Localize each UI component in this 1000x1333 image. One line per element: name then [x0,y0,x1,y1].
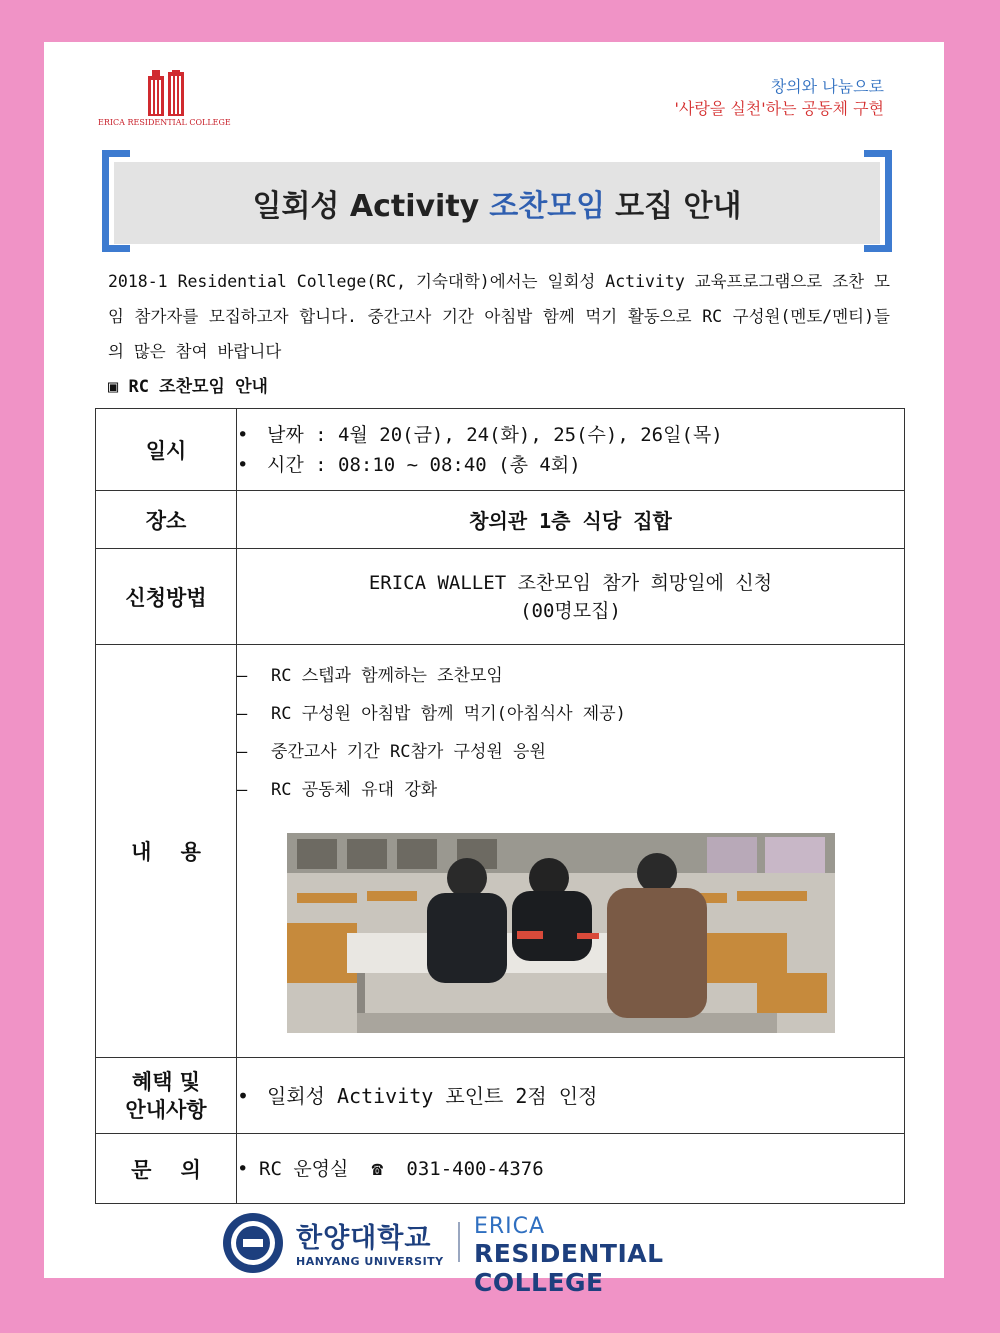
content-value [237,645,905,1058]
phone-icon: ☎ [371,1157,384,1180]
apply-line-1: ERICA WALLET 조찬모임 참가 희망일에 신청 [368,571,773,594]
building-logo-icon [98,70,238,118]
date-line: 날짜 : 4월 20(금), 24(화), 25(수), 26일(목) [267,423,723,446]
bullet-icon: • [237,453,249,476]
footer-logos [222,1212,782,1297]
hanyang-wordmark [296,1216,444,1268]
list-item: – RC 구성원 아침밥 함께 먹기(아침식사 제공) [237,704,626,724]
list-item: – RC 스텝과 함께하는 조찬모임 [237,666,503,686]
place-label: 장소 [96,491,237,549]
footer-divider [458,1222,460,1262]
bullet-icon: • [237,423,249,446]
hanyang-seal-icon [222,1212,284,1274]
info-table [95,408,905,1204]
logo-caption: ERICA RESIDENTIAL COLLEGE [98,118,231,127]
table-row-schedule [96,409,905,491]
apply-value [237,549,905,645]
list-item: – 중간고사 기간 RC참가 구성원 응원 [237,742,546,762]
hanyang-en: HANYANG UNIVERSITY [296,1255,444,1268]
table-row-place [96,491,905,549]
erica-wordmark: ERICA [474,1214,546,1239]
time-line: 시간 : 08:10 ~ 08:40 (총 4회) [267,453,581,476]
list-item: – RC 공동체 유대 강화 [237,780,438,800]
apply-label: 신청방법 [96,549,237,645]
contact-label: 문 의 [96,1134,237,1204]
apply-line-2: (00명모집) [520,599,621,622]
table-row-content [96,645,905,1058]
page-title [114,162,880,244]
table-row-apply [96,549,905,645]
benefit-label: 혜택 및 안내사항 [96,1058,237,1134]
contact-value [237,1134,905,1204]
content-label: 내 용 [96,645,237,1058]
slogan [674,76,884,120]
slogan-line-1: 창의와 나눔으로 [770,77,884,96]
title-highlight: 조찬모임 [489,189,606,224]
content-list [237,645,904,809]
slogan-line-2: '사랑을 실천'하는 공동체 구현 [674,99,884,118]
erica-rc-logo [98,70,238,130]
intro-paragraph: 2018-1 Residential College(RC, 기숙대학)에서는 일회성 Activity 교육프로그램으로 조찬 모임 참가자를 모집하고자 합니다. 중간고사 기간 아침밥 함께 먹기 활동으로 RC 구성원(멘토/멘티)들의 많은 참여 바랍니다 [108,272,890,361]
bullet-icon: • [237,1157,249,1180]
erica-rc-wordmark [474,1214,782,1297]
contact-office: RC 운영실 [259,1157,349,1180]
title-part-2: 모집 안내 [615,189,742,224]
bullet-icon: • [237,1083,250,1108]
contact-phone: 031-400-4376 [406,1157,544,1180]
place-value: 창의관 1층 식당 집합 [237,491,905,549]
schedule-label: 일시 [96,409,237,491]
title-part-1: 일회성 Activity [252,189,480,224]
table-row-benefit [96,1058,905,1134]
benefit-value: • 일회성 Activity 포인트 2점 인정 [237,1058,905,1134]
schedule-value [237,409,905,491]
breakfast-photo [287,833,835,1033]
title-banner [102,150,892,252]
hanyang-ko: 한양대학교 [296,1223,432,1254]
table-row-contact [96,1134,905,1204]
rc-name: RESIDENTIAL COLLEGE [474,1239,664,1297]
section-heading: ▣ RC 조찬모임 안내 [108,377,268,397]
